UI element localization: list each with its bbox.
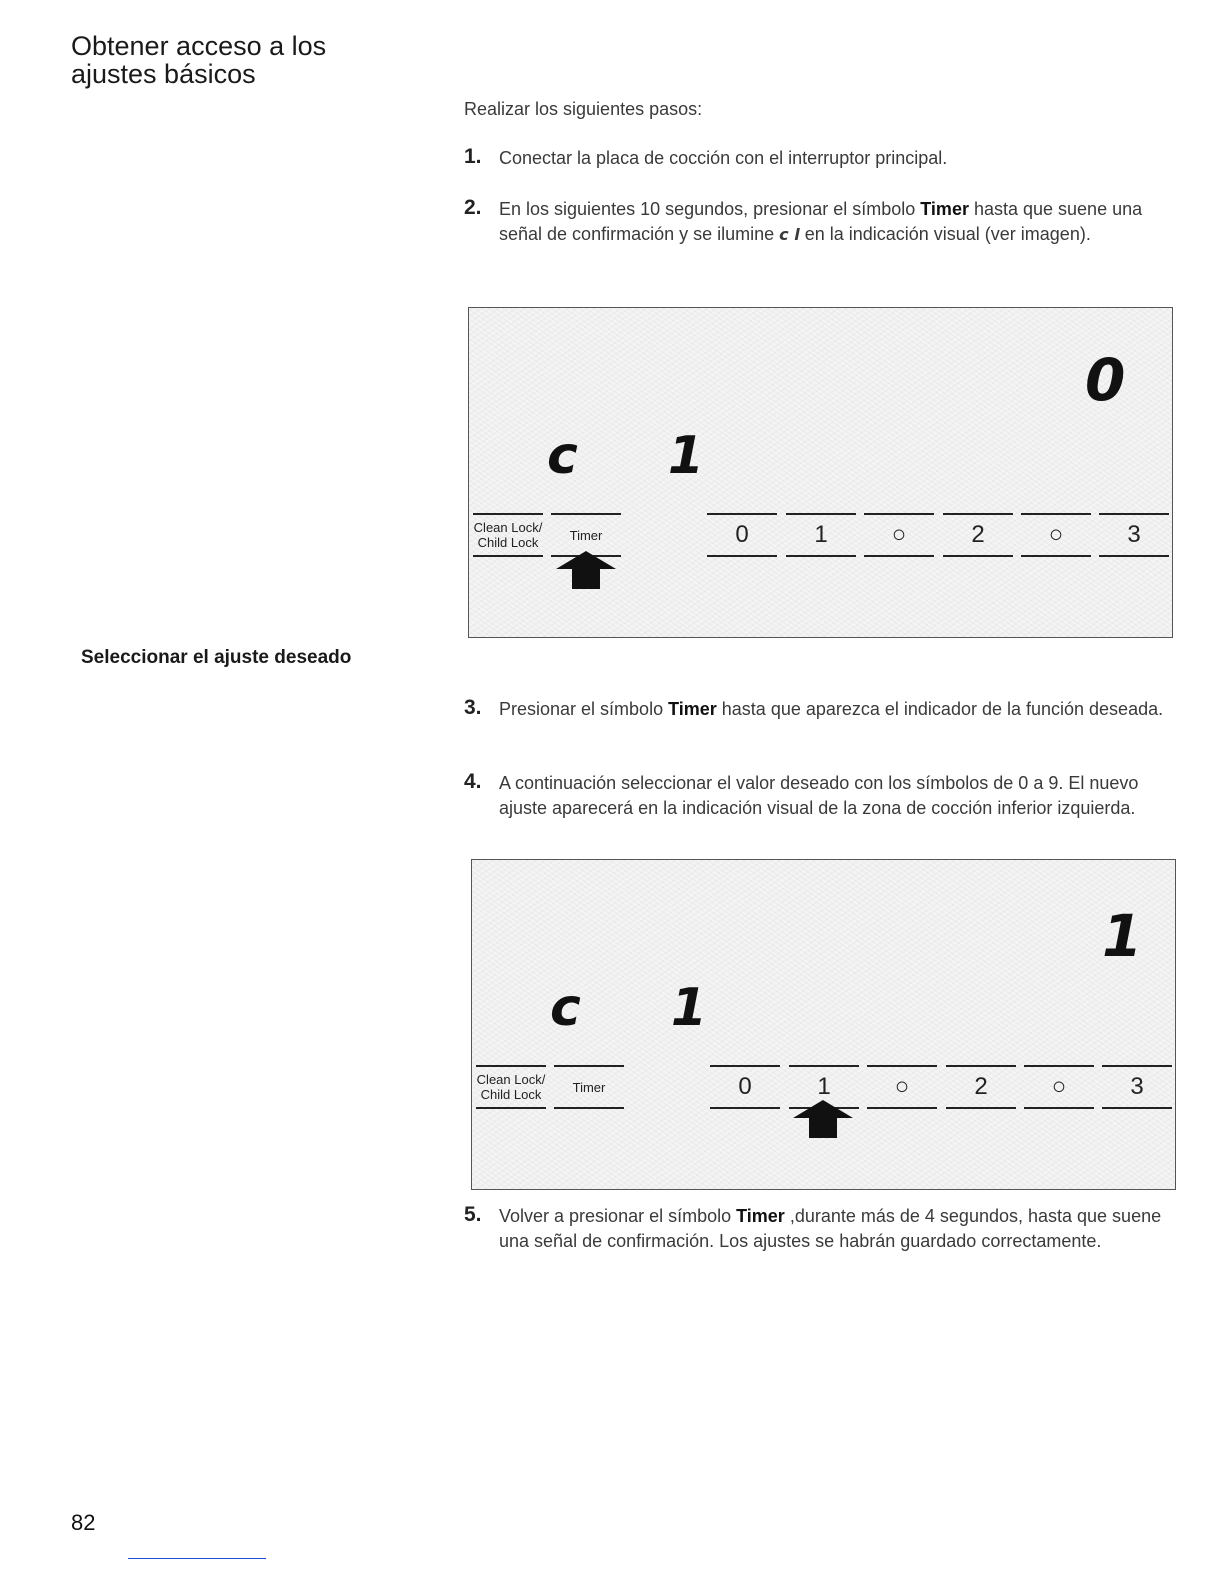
display-cl: c 1 — [550, 978, 744, 1038]
step-text: A continuación seleccionar el valor deseado con los símbolos de 0 a 9. El nuevo ajuste aparecerá en la indicación visual de la zona de cocción inferior izquierda. — [499, 773, 1139, 818]
step-5 — [464, 1204, 1184, 1254]
step-text: Presionar el símbolo Timer hasta que aparezca el indicador de la función deseada. — [499, 699, 1164, 719]
key-3[interactable]: 3 — [1099, 513, 1169, 557]
display-zone-right: 0 — [1085, 346, 1126, 414]
page-number: 82 — [71, 1510, 96, 1535]
cl-symbol: c l — [779, 225, 800, 244]
display-zone-right: 1 — [1102, 902, 1143, 970]
arrow-up-icon — [556, 551, 616, 589]
key-dot-1[interactable]: ○ — [864, 513, 934, 557]
step-number: 1. — [464, 145, 482, 168]
step-2 — [464, 197, 1184, 247]
key-dot-2[interactable]: ○ — [1024, 1065, 1094, 1109]
key-3[interactable]: 3 — [1102, 1065, 1172, 1109]
page-title: Obtener acceso a los ajustes básicos — [71, 31, 327, 89]
timer-key[interactable]: Timer — [551, 513, 621, 557]
key-1[interactable]: 1 — [786, 513, 856, 557]
step-1 — [464, 146, 1184, 171]
key-2[interactable]: 2 — [943, 513, 1013, 557]
footer-line — [128, 1558, 266, 1559]
step-number: 2. — [464, 196, 482, 219]
step-number: 4. — [464, 770, 482, 793]
cooktop-control-panel-1 — [468, 307, 1173, 638]
step-3 — [464, 697, 1184, 722]
cooktop-control-panel-2 — [471, 859, 1176, 1190]
step-text: Conectar la placa de cocción con el interruptor principal. — [499, 148, 948, 168]
step-text: En los siguientes 10 segundos, presionar el símbolo Timer hasta que suene una señal de confirmación y se ilumine c l en la indicación visual (ver imagen). — [499, 199, 1143, 244]
display-cl: c 1 — [547, 426, 741, 486]
step-4 — [464, 771, 1184, 821]
clean-lock-key[interactable]: Clean Lock/ Child Lock — [476, 1065, 546, 1109]
step-number: 5. — [464, 1203, 482, 1226]
key-2[interactable]: 2 — [946, 1065, 1016, 1109]
intro-text: Realizar los siguientes pasos: — [464, 99, 703, 119]
key-0[interactable]: 0 — [707, 513, 777, 557]
timer-key[interactable]: Timer — [554, 1065, 624, 1109]
step-number: 3. — [464, 696, 482, 719]
key-dot-2[interactable]: ○ — [1021, 513, 1091, 557]
clean-lock-key[interactable]: Clean Lock/ Child Lock — [473, 513, 543, 557]
step-text: Volver a presionar el símbolo Timer ,durante más de 4 segundos, hasta que suene una señal de confirmación. Los ajustes se habrán guardado correctamente. — [499, 1206, 1162, 1251]
arrow-up-icon — [793, 1100, 853, 1138]
section-heading: Seleccionar el ajuste deseado — [81, 647, 352, 668]
key-dot-1[interactable]: ○ — [867, 1065, 937, 1109]
key-0[interactable]: 0 — [710, 1065, 780, 1109]
key-1[interactable]: 1 — [789, 1065, 859, 1109]
